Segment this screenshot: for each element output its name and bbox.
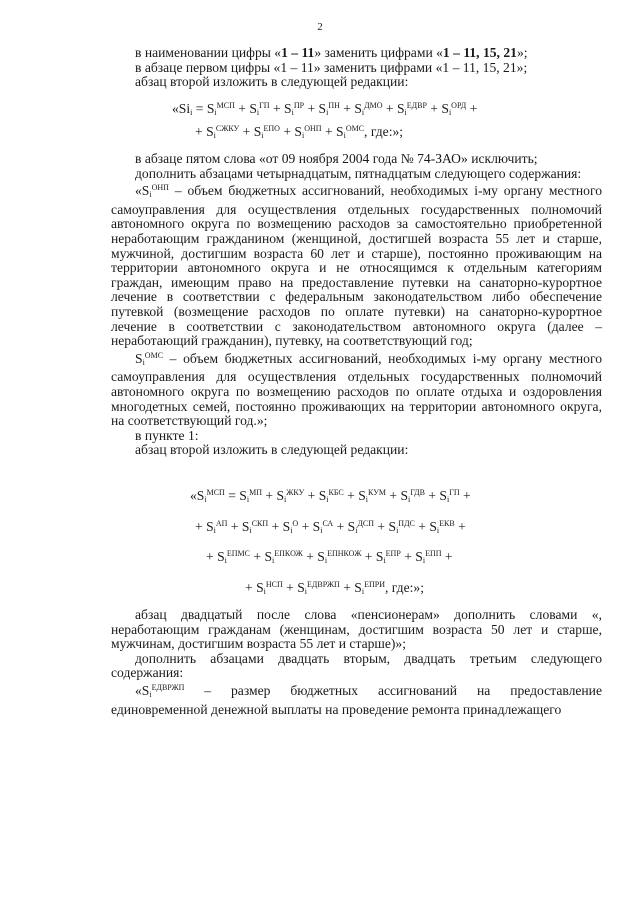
term-subscript: i	[256, 108, 260, 117]
term-superscript: ЕПНКОЖ	[327, 549, 362, 558]
superscript: ОМС	[144, 350, 164, 360]
term-operator: +	[302, 549, 318, 564]
formula-term	[400, 488, 439, 503]
term-operator: , где:»;	[384, 580, 424, 595]
term-subscript: i	[422, 556, 426, 565]
formula-term	[439, 488, 470, 503]
term-symbol: S	[241, 519, 250, 534]
page-number: 2	[317, 21, 323, 33]
term-symbol: S	[358, 488, 366, 503]
term-subscript: i	[214, 108, 217, 117]
term-superscript: ДСП	[357, 519, 375, 528]
term-symbol: S	[318, 101, 327, 116]
term-superscript: ПР	[293, 101, 305, 110]
term-subscript: i	[326, 495, 329, 504]
term-superscript: КУМ	[368, 488, 386, 497]
term-subscript: i	[284, 495, 287, 504]
term-superscript: МСП	[206, 488, 225, 497]
term-subscript: i	[249, 526, 252, 535]
term-operator: +	[426, 101, 442, 116]
term-subscript: i	[224, 556, 227, 565]
term-operator: +	[304, 488, 319, 503]
term-subscript: i	[304, 587, 308, 596]
term-subscript: i	[272, 556, 275, 565]
term-superscript: ЕПО	[263, 124, 280, 133]
term-subscript: i	[448, 108, 452, 117]
formula-term	[376, 549, 415, 564]
term-symbol: S	[336, 124, 344, 139]
para-supplement: дополнить абзацами четырнадцатым, пятнадцатым следующего содержания:	[135, 165, 582, 181]
text: » заменить цифрами «	[314, 45, 443, 60]
formula-term	[354, 580, 424, 595]
term-superscript: МП	[249, 488, 262, 497]
term-superscript: ГДВ	[410, 488, 425, 497]
term-superscript: ГП	[259, 101, 270, 110]
term-operator: +	[466, 101, 478, 116]
term-subscript: i	[204, 495, 207, 504]
term-subscript: i	[290, 526, 293, 535]
definition-text: – объем бюджетных ассигнований, необходимых i-му органу местного самоуправления для осуществления отдельных государственных полномочий автономного округа по возмещению расходов по оплате отдыха и оздоровления многодетных семей, постоянно проживающих на территории автономного округа, на соответствующий год.»;	[111, 350, 602, 429]
formula-term	[245, 580, 297, 595]
term-operator: +	[441, 549, 453, 564]
term-symbol: + S	[195, 519, 214, 534]
amendment-lines	[111, 46, 602, 90]
term-symbol: S	[312, 519, 321, 534]
term-operator: +	[250, 549, 265, 564]
term-operator: +	[459, 488, 471, 503]
term-subscript: i	[355, 526, 358, 535]
formula-term	[283, 519, 313, 534]
formula-term	[319, 101, 355, 116]
term-operator: +	[304, 101, 319, 116]
formula-term	[319, 488, 358, 503]
bold-text: 1 – 11	[281, 45, 315, 60]
term-superscript: О	[292, 519, 299, 528]
para-strike: в абзаце пятом слова «от 09 ноября 2004 года № 74-ЗАО» исключить;	[135, 151, 538, 166]
term-superscript: СА	[322, 519, 334, 528]
term-operator: +	[414, 519, 430, 534]
term-operator: +	[385, 488, 401, 503]
superscript: ЕДВРЖП	[151, 682, 185, 692]
formula-term	[195, 124, 254, 139]
term-superscript: ЕПМС	[226, 549, 250, 558]
term-superscript: ОРД	[451, 101, 467, 110]
formula-term	[195, 519, 242, 534]
term-superscript: ОНП	[304, 124, 322, 133]
formula-msp-line-2	[0, 519, 640, 535]
formula-term	[415, 549, 452, 564]
term-subscript: i	[404, 108, 407, 117]
formula-term	[206, 549, 264, 564]
body-block-1	[111, 152, 602, 458]
term-superscript: КБС	[328, 488, 344, 497]
para-oms	[111, 349, 602, 429]
subscript: i	[149, 689, 152, 699]
term-symbol: S	[317, 549, 325, 564]
formula-msp-line-4	[0, 580, 640, 596]
term-symbol: S	[253, 124, 262, 139]
term-superscript: ЖКУ	[286, 488, 305, 497]
term-operator: +	[261, 488, 277, 503]
term-subscript: i	[326, 108, 329, 117]
term-operator: +	[298, 519, 313, 534]
term-subscript: i	[301, 131, 305, 140]
term-subscript: i	[343, 131, 346, 140]
term-superscript: ЕДВР	[406, 101, 427, 110]
term-symbol: S	[249, 101, 257, 116]
formula-line	[195, 121, 477, 144]
term-operator: +	[374, 519, 389, 534]
term-subscript: i	[436, 526, 440, 535]
term-operator: +	[268, 519, 283, 534]
formula-si	[172, 98, 477, 144]
term-superscript: АП	[215, 519, 228, 528]
term-superscript: НСП	[265, 580, 283, 589]
term-symbol: S	[284, 101, 292, 116]
term-superscript: ЕПРИ	[364, 580, 385, 589]
term-operator: +	[339, 580, 355, 595]
term-operator: +	[400, 549, 416, 564]
symbol: S	[135, 350, 143, 366]
term-operator: +	[339, 101, 355, 116]
bold-text: 1 – 11, 15, 21	[442, 45, 517, 60]
term-symbol: + S	[206, 549, 225, 564]
formula-line	[172, 98, 477, 121]
formula-term	[348, 519, 389, 534]
symbol: «S	[135, 183, 150, 199]
line-first-paragraph: в абзаце первом цифры «1 – 11» заменить цифрами «1 – 11, 15, 21»;	[135, 59, 528, 75]
formula-term	[190, 488, 239, 503]
term-operator: , где:»;	[364, 124, 404, 139]
formula-term	[354, 101, 397, 116]
formula-term	[313, 519, 348, 534]
term-symbol: S	[429, 519, 437, 534]
term-subscript: i	[361, 108, 365, 117]
term-subscript: i	[261, 131, 264, 140]
formula-term	[294, 124, 336, 139]
term-subscript: i	[190, 108, 193, 117]
term-subscript: i	[246, 495, 250, 504]
term-symbol: S	[441, 101, 449, 116]
term-operator: +	[234, 101, 250, 116]
formula-term	[249, 101, 284, 116]
term-symbol: + S	[195, 124, 214, 139]
term-symbol: S	[396, 101, 405, 116]
formula-term	[172, 101, 207, 116]
para-onp	[111, 181, 602, 349]
term-operator: +	[454, 519, 466, 534]
formula-term	[276, 488, 318, 503]
term-subscript: i	[291, 108, 294, 117]
definition-text: – размер бюджетных ассигнований на предоставление единовременной денежной выплаты на проведение ремонта принадлежащего	[111, 682, 602, 717]
term-superscript: ОМС	[345, 124, 365, 133]
term-symbol: S	[294, 124, 302, 139]
para2-intro: абзац второй изложить в следующей редакции:	[135, 442, 409, 458]
term-symbol: S	[318, 488, 327, 503]
term-superscript: ЕПП	[425, 549, 442, 558]
term-symbol: S	[415, 549, 423, 564]
formula-term	[441, 101, 477, 116]
term-subscript: i	[396, 526, 399, 535]
formula-term	[264, 549, 317, 564]
formula-term	[397, 101, 441, 116]
formula-term	[207, 101, 250, 116]
term-symbol: S	[264, 549, 273, 564]
term-superscript: ЕКВ	[439, 519, 455, 528]
term-superscript: МСП	[216, 101, 235, 110]
term-superscript: ПДС	[398, 519, 415, 528]
term-operator: +	[239, 124, 254, 139]
term-operator: =	[192, 101, 207, 116]
formula-term	[317, 549, 376, 564]
formula-term	[297, 580, 354, 595]
term-subscript: i	[263, 587, 266, 596]
term-operator: =	[224, 488, 240, 503]
term-symbol: + S	[245, 580, 264, 595]
point-1: в пункте 1:	[135, 427, 199, 443]
term-symbol: S	[206, 101, 215, 116]
definition-text: – объем бюджетных ассигнований, необходимых i-му органу местного самоуправления для осуществления отдельных государственных полномочий автономного округа по возмещению расходов за самостоятельно приобретенной неработающим гражданином (женщиной, достигшей возраста 55 лет и старше, мужчиной, достигшим возраста 60 лет и старше), постоянно проживающим на территории автономного округа и не относящимся к отдельным категориям граждан, имеющим право на предоставление путевки на санаторно-курортное лечение в соответствии с федеральным законодательством либо обеспечение путевкой (возмещение расходов по оплате путевки) на санаторно-курортное лечение в соответствии с законодательством автономного округа (далее – неработающий гражданин), путевку, на соответствующий год;	[111, 183, 602, 349]
term-superscript: ДМО	[364, 101, 383, 110]
term-symbol: «Si	[172, 101, 191, 116]
line-name-digits	[111, 46, 602, 61]
text: »;	[516, 45, 528, 60]
term-operator: +	[282, 580, 298, 595]
term-operator: +	[382, 101, 397, 116]
term-subscript: i	[365, 495, 369, 504]
term-symbol: S	[375, 549, 384, 564]
term-operator: +	[269, 101, 285, 116]
para-edvrzhp	[111, 681, 602, 717]
term-symbol: S	[276, 488, 285, 503]
subscript: i	[142, 357, 145, 367]
para-supplement-2: дополнить абзацами двадцать вторым, двадцать третьим следующего содержания:	[111, 650, 602, 681]
term-operator: +	[279, 124, 295, 139]
term-superscript: ЕДВРЖП	[307, 580, 340, 589]
term-symbol: S	[400, 488, 408, 503]
formula-term	[358, 488, 400, 503]
term-subscript: i	[320, 526, 323, 535]
term-subscript: i	[213, 131, 216, 140]
term-superscript: ГП	[449, 488, 460, 497]
term-operator: +	[424, 488, 440, 503]
term-symbol: S	[439, 488, 447, 503]
formula-term	[429, 519, 465, 534]
term-operator: +	[333, 519, 348, 534]
term-subscript: i	[324, 556, 328, 565]
line-second-paragraph: абзац второй изложить в следующей редакции:	[135, 74, 409, 90]
term-symbol: S	[388, 519, 397, 534]
term-operator: +	[321, 124, 337, 139]
formula-term	[242, 519, 283, 534]
symbol: «S	[135, 682, 150, 698]
term-subscript: i	[383, 556, 386, 565]
formula-msp-line-1	[0, 488, 640, 504]
term-symbol: S	[282, 519, 291, 534]
term-superscript: СКП	[251, 519, 269, 528]
term-symbol: S	[239, 488, 247, 503]
term-symbol: «S	[190, 488, 205, 503]
term-operator: +	[343, 488, 359, 503]
term-superscript: ЕПР	[385, 549, 401, 558]
term-subscript: i	[361, 587, 365, 596]
formula-term	[254, 124, 295, 139]
term-symbol: S	[297, 580, 305, 595]
text: в наименовании цифры «	[135, 45, 282, 60]
formula-term	[336, 124, 403, 139]
term-operator: +	[227, 519, 242, 534]
term-symbol: S	[354, 101, 362, 116]
formula-msp-line-3	[0, 549, 640, 565]
formula-term	[284, 101, 319, 116]
subscript: i	[149, 190, 152, 200]
term-superscript: ЕПКОЖ	[274, 549, 303, 558]
term-symbol: S	[354, 580, 362, 595]
term-superscript: ПН	[328, 101, 340, 110]
term-operator: +	[361, 549, 376, 564]
term-superscript: СЖКУ	[215, 124, 240, 133]
superscript: ОНП	[151, 183, 169, 193]
term-subscript: i	[446, 495, 450, 504]
body-block-2	[111, 608, 602, 717]
formula-term	[389, 519, 430, 534]
para-twentieth: абзац двадцатый после слова «пенсионерам» дополнить словами «, неработающим гражданам (женщинам, достигшим возраста 50 лет и старше, мужчинам, достигшим возраста 55 лет и старше)»;	[111, 607, 602, 652]
term-symbol: S	[347, 519, 356, 534]
term-subscript: i	[213, 526, 216, 535]
term-subscript: i	[408, 495, 411, 504]
formula-term	[239, 488, 276, 503]
